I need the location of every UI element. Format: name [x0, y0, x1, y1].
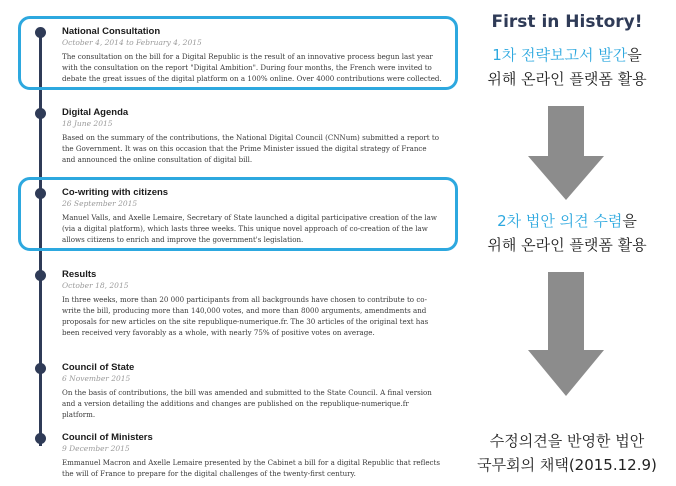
entry-date: October 18, 2015	[62, 281, 129, 290]
entry-title: Council of Ministers	[62, 432, 153, 443]
entry-description: Manuel Valls, and Axelle Lemaire, Secretary of State launched a digital participative creation of the law (via a digital platform), which lasts three weeks. This unique novel approach of co-creation of the law allows citizens to enrich and improve the government's legislation.	[62, 213, 437, 244]
step1-line2: 위해 온라인 플랫폼 활용	[487, 70, 647, 88]
step2-line2: 위해 온라인 플랫폼 활용	[487, 236, 647, 254]
timeline-entry-results	[62, 269, 442, 338]
step1-line1	[458, 44, 676, 65]
step3-line1: 수정의견을 반영한 법안	[489, 432, 645, 450]
entry-description: Based on the summary of the contributions, the National Digital Council (CNNum) submitted a report to the Government. It was on this occasion that the Prime Minister issued the digital strategy of France and announced the online consultation of digital bill.	[62, 133, 440, 164]
timeline-entry-national-consultation	[62, 26, 442, 84]
entry-description: The consultation on the bill for a Digital Republic is the result of an innovative process begun last year with the consultation on the report "Digital Ambition". During four months, the French were invited to debate the great issues of the digital platform on a 100% online. Over 4000 contributions were collected.	[62, 52, 442, 83]
entry-title: Co-writing with citizens	[62, 187, 169, 198]
timeline-entry-digital-agenda	[62, 107, 442, 165]
entry-date: 6 November 2015	[62, 374, 131, 383]
entry-description: In three weeks, more than 20 000 participants from all backgrounds have chosen to contribute to co-write the bill, producing more than 140,000 votes, and more than 8000 arguments, amendments and proposals for new articles on the site republique-numerique.fr. The 30 articles of the original text has been received very favorably as a whole, with nearly 75% of positive votes on average.	[62, 295, 429, 337]
step2-accent: 2차 법안 의견 수렴	[497, 212, 623, 230]
timeline-dot	[35, 270, 46, 281]
timeline-dot	[35, 108, 46, 119]
step2-line1	[458, 210, 676, 231]
timeline-entry-council-of-ministers	[62, 432, 442, 479]
timeline-entry-co-writing	[62, 187, 442, 245]
entry-date: 9 December 2015	[62, 444, 130, 453]
down-arrow-icon	[528, 106, 604, 200]
step1-accent: 1차 전략보고서 발간	[492, 46, 628, 64]
entry-title: Council of State	[62, 362, 135, 373]
timeline-entry-council-of-state	[62, 362, 442, 420]
timeline-dot	[35, 363, 46, 374]
entry-title: Results	[62, 269, 97, 280]
entry-description: Emmanuel Macron and Axelle Lemaire presented by the Cabinet a bill for a digital Republic that reflects the will of France to prepare for the digital challenges of the twenty-first century.	[62, 458, 440, 478]
entry-date: 26 September 2015	[62, 199, 138, 208]
timeline-dot	[35, 433, 46, 444]
step3-line2: 국무회의 채택(2015.12.9)	[477, 456, 657, 474]
step2-suffix: 을	[622, 212, 637, 230]
down-arrow-icon	[528, 272, 604, 396]
entry-title: Digital Agenda	[62, 107, 129, 118]
entry-date: 18 June 2015	[62, 119, 113, 128]
entry-date: October 4, 2014 to February 4, 2015	[62, 38, 202, 47]
entry-title: National Consultation	[62, 26, 161, 37]
entry-description: On the basis of contributions, the bill was amended and submitted to the State Council. A final version and a version detailing the additions and changes are published on the republique-numerique.fr platform.	[62, 388, 432, 419]
step1-suffix: 을	[627, 46, 642, 64]
headline: First in History!	[491, 12, 643, 32]
